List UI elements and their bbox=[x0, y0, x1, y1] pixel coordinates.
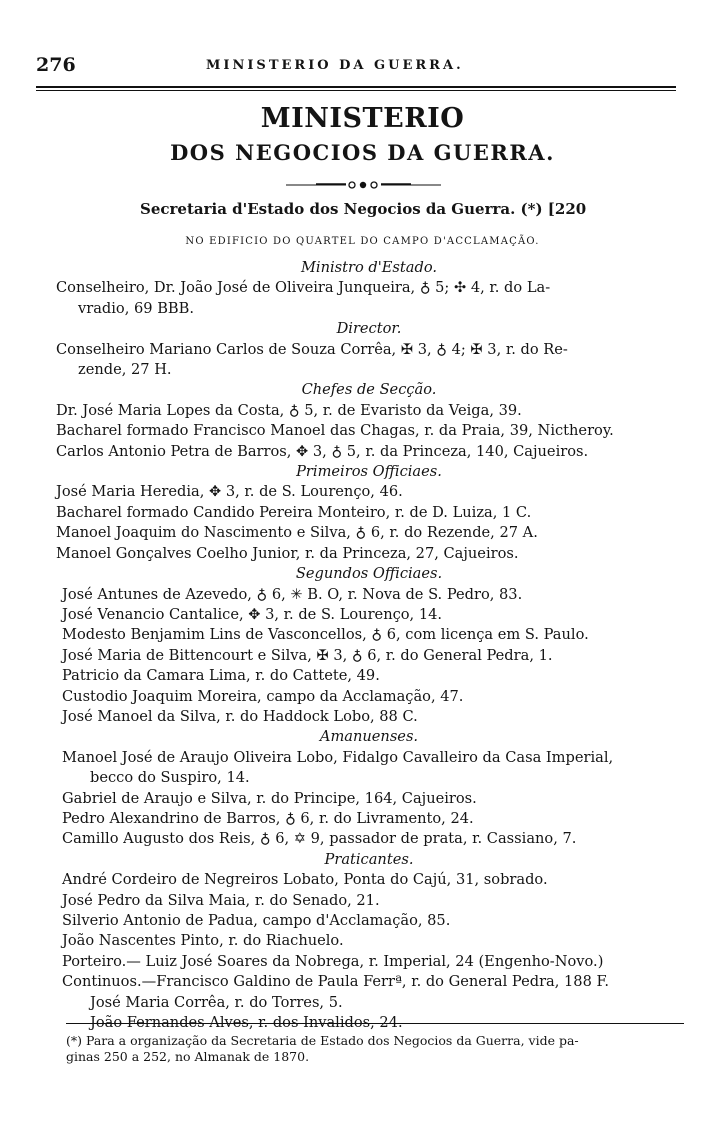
directory-body bbox=[56, 258, 682, 1033]
footnote-line: ginas 250 a 252, no Almanak de 1870. bbox=[66, 1049, 310, 1064]
entry-line: José Maria de Bittencourt e Silva, ✠ 3, ♁ 6, r. do General Pedra, 1. bbox=[62, 646, 553, 664]
entry-line: José Maria Corrêa, r. do Torres, 5. bbox=[90, 993, 343, 1011]
ministry-title: MINISTERIO bbox=[260, 103, 465, 134]
heading-amanuenses: Amanuenses. bbox=[319, 728, 419, 746]
heading-director: Director. bbox=[336, 320, 402, 338]
heading-praticantes: Praticantes. bbox=[324, 850, 414, 868]
entry-line: José Antunes de Azevedo, ♁ 6, ✳ B. O, r. Nova de S. Pedro, 83. bbox=[62, 585, 523, 603]
entry-line: José Venancio Cantalice, ✥ 3, r. de S. Lourenço, 14. bbox=[62, 605, 443, 623]
page-number: 276 bbox=[36, 54, 76, 76]
section-heading: Secretaria d'Estado dos Negocios da Guerra. (*) [220 bbox=[140, 200, 587, 218]
entry-line: Carlos Antonio Petra de Barros, ✥ 3, ♁ 5, r. da Princeza, 140, Cajueiros. bbox=[56, 442, 589, 460]
heading-primeiros: Primeiros Officiaes. bbox=[296, 463, 442, 481]
ministry-subtitle: DOS NEGOCIOS DA GUERRA. bbox=[170, 140, 555, 165]
entry-continuos: Continuos.—Francisco Galdino de Paula Ferrª, r. do General Pedra, 188 F. bbox=[62, 973, 610, 991]
entry-porteiro: Porteiro.— Luiz José Soares da Nobrega, r. Imperial, 24 (Engenho-Novo.) bbox=[62, 952, 604, 970]
entry-line: Patricio da Camara Lima, r. do Cattete, 49. bbox=[62, 667, 380, 685]
entry-continuation: zende, 27 H. bbox=[78, 361, 172, 379]
ornament-divider bbox=[286, 180, 441, 190]
entry-line: Bacharel formado Candido Pereira Monteiro, r. de D. Luiza, 1 C. bbox=[56, 503, 532, 521]
entry-line: Conselheiro Mariano Carlos de Souza Corrêa, ✠ 3, ♁ 4; ✠ 3, r. do Re- bbox=[56, 340, 568, 358]
entry-line: Manoel Gonçalves Coelho Junior, r. da Princeza, 27, Cajueiros. bbox=[56, 544, 519, 562]
header-rule bbox=[36, 86, 676, 91]
entry-continuation: becco do Suspiro, 14. bbox=[90, 769, 250, 787]
entry-line: Manoel José de Araujo Oliveira Lobo, Fidalgo Cavalleiro da Casa Imperial, bbox=[62, 748, 614, 766]
heading-ministro: Ministro d'Estado. bbox=[300, 259, 437, 276]
entry-line: André Cordeiro de Negreiros Lobato, Ponta do Cajú, 31, sobrado. bbox=[62, 871, 548, 889]
running-header bbox=[36, 54, 676, 82]
entry-line: Custodio Joaquim Moreira, campo da Acclamação, 47. bbox=[62, 687, 464, 705]
building-line: NO EDIFICIO DO QUARTEL DO CAMPO D'ACCLAMAÇÃO. bbox=[185, 236, 540, 247]
entry-line: Camillo Augusto dos Reis, ♁ 6, ✡ 9, passador de prata, r. Cassiano, 7. bbox=[62, 830, 577, 848]
entry-line: Manoel Joaquim do Nascimento e Silva, ♁ 6, r. do Rezende, 27 A. bbox=[56, 524, 538, 542]
footnote bbox=[66, 1033, 688, 1065]
entry-line: Pedro Alexandrino de Barros, ♁ 6, r. do Livramento, 24. bbox=[62, 809, 474, 827]
entry-line: José Maria Heredia, ✥ 3, r. de S. Lourenço, 46. bbox=[56, 483, 403, 501]
entry-continuation: vradio, 69 BBB. bbox=[78, 299, 195, 317]
entry-line: Modesto Benjamim Lins de Vasconcellos, ♁ 6, com licença em S. Paulo. bbox=[62, 626, 589, 644]
entry-line: José Manoel da Silva, r. do Haddock Lobo, 88 C. bbox=[62, 707, 418, 725]
entry-line: Conselheiro, Dr. João José de Oliveira Junqueira, ♁ 5; ✣ 4, r. do La- bbox=[56, 279, 551, 297]
entry-line: Bacharel formado Francisco Manoel das Chagas, r. da Praia, 39, Nictheroy. bbox=[56, 422, 614, 440]
entry-line: José Pedro da Silva Maia, r. do Senado, 21. bbox=[62, 891, 380, 909]
heading-chefes: Chefes de Secção. bbox=[301, 381, 437, 399]
entry-line: Dr. José Maria Lopes da Costa, ♁ 5, r. de Evaristo da Veiga, 39. bbox=[56, 401, 522, 419]
entry-line: João Fernandes Alves, r. dos Invalidos, 24. bbox=[90, 1014, 403, 1032]
entry-line: Gabriel de Araujo e Silva, r. do Principe, 164, Cajueiros. bbox=[62, 789, 477, 807]
footnote-rule bbox=[66, 1023, 684, 1024]
footnote-line: (*) Para a organização da Secretaria de Estado dos Negocios da Guerra, vide pa- bbox=[66, 1033, 579, 1048]
heading-segundos: Segundos Officiaes. bbox=[295, 565, 443, 583]
running-title: MINISTERIO DA GUERRA. bbox=[206, 58, 464, 73]
entry-line: Silverio Antonio de Padua, campo d'Acclamação, 85. bbox=[62, 912, 451, 929]
entry-line: João Nascentes Pinto, r. do Riachuelo. bbox=[62, 932, 344, 950]
